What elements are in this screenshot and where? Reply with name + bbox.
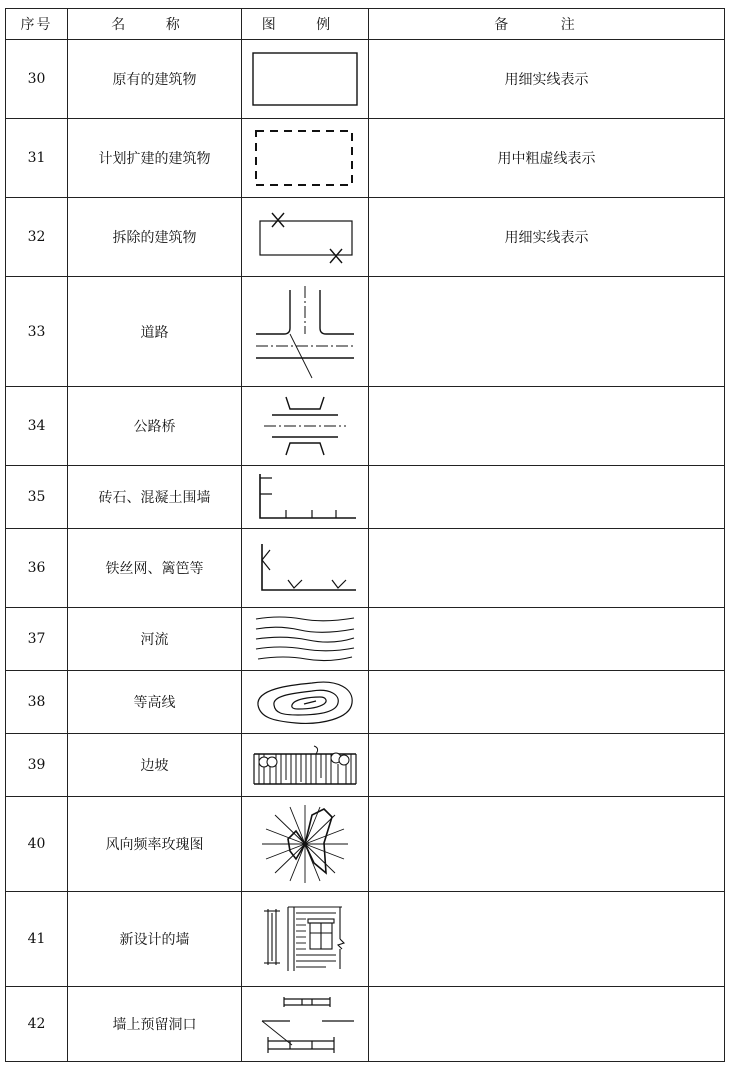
row-number: 38	[6, 671, 68, 734]
row-name: 公路桥	[68, 387, 242, 466]
row-number: 40	[6, 797, 68, 892]
contour-line-icon	[250, 675, 360, 729]
row-note	[369, 671, 725, 734]
row-name: 原有的建筑物	[68, 40, 242, 119]
row-note: 用细实线表示	[369, 40, 725, 119]
row-name: 边坡	[68, 734, 242, 797]
row-note	[369, 734, 725, 797]
row-number: 33	[6, 277, 68, 387]
table-row	[6, 387, 725, 466]
row-note	[369, 987, 725, 1062]
table-row	[6, 608, 725, 671]
row-name: 新设计的墙	[68, 892, 242, 987]
row-name: 铁丝网、篱笆等	[68, 529, 242, 608]
table-row	[6, 466, 725, 529]
row-number: 42	[6, 987, 68, 1062]
wire-fence-icon	[250, 538, 360, 598]
table-row	[6, 734, 725, 797]
table-row	[6, 277, 725, 387]
table-row	[6, 198, 725, 277]
river-icon	[250, 611, 360, 667]
table-row	[6, 671, 725, 734]
row-name: 等高线	[68, 671, 242, 734]
table-row	[6, 797, 725, 892]
row-name: 计划扩建的建筑物	[68, 119, 242, 198]
table-row	[6, 892, 725, 987]
table-row	[6, 119, 725, 198]
legend-table	[5, 8, 725, 1062]
road-icon	[250, 284, 360, 380]
slope-icon	[250, 742, 360, 788]
demolished-building-icon	[250, 207, 360, 267]
row-number: 34	[6, 387, 68, 466]
row-number: 36	[6, 529, 68, 608]
existing-building-icon	[250, 49, 360, 109]
row-number: 41	[6, 892, 68, 987]
highway-bridge-icon	[250, 393, 360, 459]
row-name: 道路	[68, 277, 242, 387]
row-number: 37	[6, 608, 68, 671]
row-note	[369, 892, 725, 987]
row-note	[369, 529, 725, 608]
row-name: 砖石、混凝土围墙	[68, 466, 242, 529]
row-number: 30	[6, 40, 68, 119]
row-number: 31	[6, 119, 68, 198]
row-note	[369, 466, 725, 529]
header-no: 序号	[6, 9, 68, 40]
table-row	[6, 529, 725, 608]
wind-rose-icon	[250, 801, 360, 887]
table-row	[6, 40, 725, 119]
header-figure: 图 例	[242, 9, 369, 40]
header-note: 备 注	[369, 9, 725, 40]
header-name: 名 称	[68, 9, 242, 40]
row-name: 河流	[68, 608, 242, 671]
planned-building-icon	[250, 127, 360, 189]
row-number: 35	[6, 466, 68, 529]
row-number: 39	[6, 734, 68, 797]
row-note	[369, 387, 725, 466]
row-name: 拆除的建筑物	[68, 198, 242, 277]
row-number: 32	[6, 198, 68, 277]
masonry-wall-icon	[250, 470, 360, 524]
row-note: 用中粗虚线表示	[369, 119, 725, 198]
wall-opening-icon	[250, 991, 360, 1057]
row-note	[369, 608, 725, 671]
row-note: 用细实线表示	[369, 198, 725, 277]
row-note	[369, 797, 725, 892]
header-row	[6, 9, 725, 40]
new-wall-icon	[250, 899, 360, 979]
table-row	[6, 987, 725, 1062]
row-name: 墙上预留洞口	[68, 987, 242, 1062]
row-name: 风向频率玫瑰图	[68, 797, 242, 892]
row-note	[369, 277, 725, 387]
